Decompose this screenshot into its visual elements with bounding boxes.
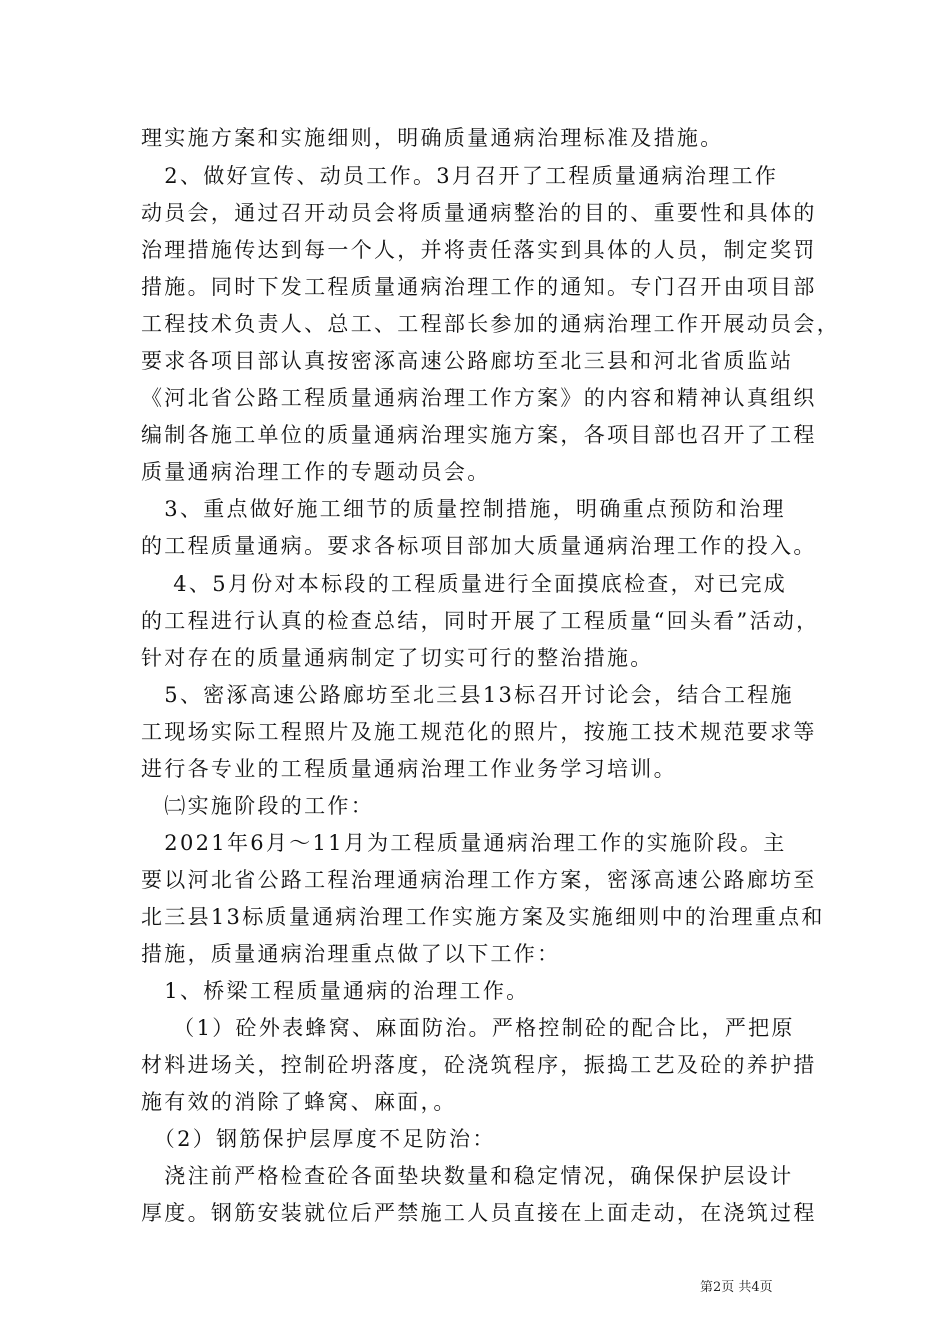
- text-line: 针对存在的质量通病制定了切实可行的整治措施。: [141, 646, 654, 670]
- text-line: 编制各施工单位的质量通病治理实施方案，各项目部也召开了工程: [141, 423, 817, 447]
- text-line: 要求各项目部认真按密涿高速公路廊坊至北三县和河北省质监站: [141, 349, 794, 373]
- text-line: 措施。同时下发工程质量通病治理工作的通知。专门召开由项目部: [141, 275, 817, 299]
- text-line: 动员会，通过召开动员会将质量通病整治的目的、重要性和具体的: [141, 201, 817, 225]
- text-line: 5、密涿高速公路廊坊至北三县13标召开讨论会，结合工程施: [141, 683, 794, 707]
- text-line: 厚度。钢筋安装就位后严禁施工人员直接在上面走动，在浇筑过程: [141, 1201, 817, 1225]
- text-line: 材料进场关，控制砼坍落度，砼浇筑程序，振捣工艺及砼的养护措: [141, 1053, 817, 1077]
- text-line: 2、做好宣传、动员工作。3月召开了工程质量通病治理工作: [141, 164, 779, 188]
- text-line: 质量通病治理工作的专题动员会。: [141, 460, 491, 484]
- text-line: 2021年6月～11月为工程质量通病治理工作的实施阶段。主: [141, 831, 787, 855]
- text-line: 1、桥梁工程质量通病的治理工作。: [141, 979, 530, 1003]
- text-line: 的工程进行认真的检查总结，同时开展了工程质量“回头看”活动，: [141, 609, 820, 633]
- text-line: 理实施方案和实施细则，明确质量通病治理标准及措施。: [141, 126, 724, 150]
- page-number-footer: 第2页 共4页: [700, 1280, 773, 1295]
- text-line: 工程技术负责人、总工、工程部长参加的通病治理工作开展动员会，: [141, 312, 840, 336]
- text-line: 治理措施传达到每一个人，并将责任落实到具体的人员，制定奖罚: [141, 238, 817, 262]
- text-line: 《河北省公路工程质量通病治理工作方案》的内容和精神认真组织: [141, 386, 817, 410]
- text-line: 施有效的消除了蜂窝、麻面，。: [141, 1090, 457, 1114]
- text-line: 要以河北省公路工程治理通病治理工作方案，密涿高速公路廊坊至: [141, 868, 817, 892]
- text-line: 进行各专业的工程质量通病治理工作业务学习培训。: [141, 757, 677, 781]
- text-line: 浇注前严格检查砼各面垫块数量和稳定情况，确保保护层设计: [141, 1164, 794, 1188]
- text-line: ㈡实施阶段的工作：: [141, 794, 374, 818]
- text-line: 工现场实际工程照片及施工规范化的照片，按施工技术规范要求等: [141, 720, 817, 744]
- text-line: 4、5月份对本标段的工程质量进行全面摸底检查，对已完成: [141, 572, 788, 596]
- text-line: 措施，质量通病治理重点做了以下工作：: [141, 942, 561, 966]
- text-line: 的工程质量通病。要求各标项目部加大质量通病治理工作的投入。: [141, 534, 817, 558]
- text-line: 3、重点做好施工细节的质量控制措施，明确重点预防和治理: [141, 497, 786, 521]
- text-line: （1）砼外表蜂窝、麻面防治。严格控制砼的配合比，严把原: [141, 1016, 795, 1040]
- text-line: 北三县13标质量通病治理工作实施方案及实施细则中的治理重点和: [141, 905, 825, 929]
- text-line: （2）钢筋保护层厚度不足防治：: [141, 1127, 496, 1151]
